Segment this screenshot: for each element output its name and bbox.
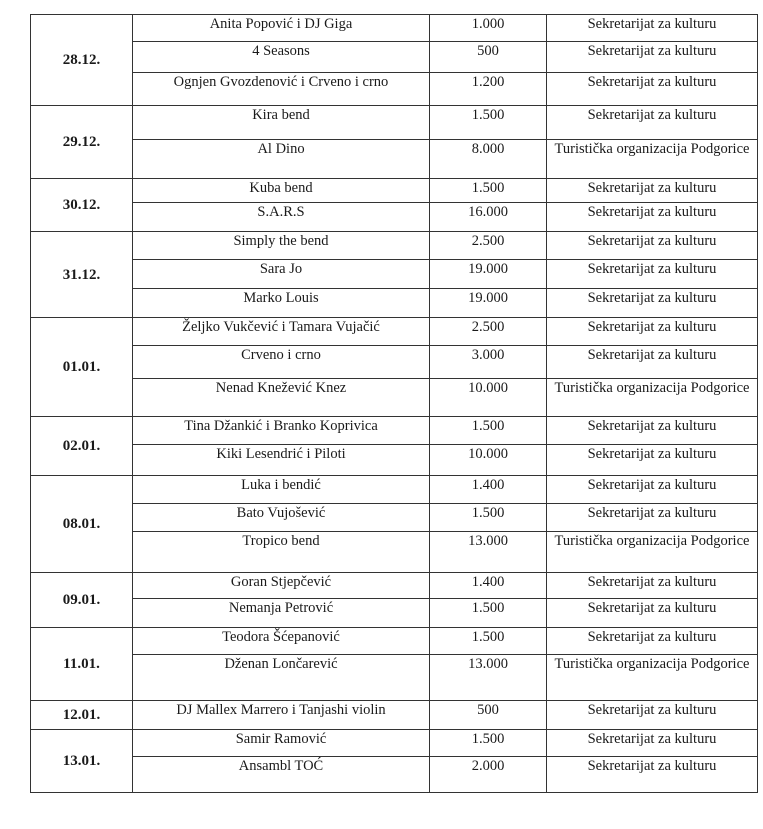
table-row <box>31 599 758 628</box>
table-row <box>31 73 758 106</box>
source-cell: Sekretarijat za kulturu <box>547 318 758 346</box>
performer-cell: Samir Ramović <box>133 730 430 757</box>
source-cell: Sekretarijat za kulturu <box>547 757 758 793</box>
table-row <box>31 232 758 260</box>
date-cell: 01.01. <box>31 318 133 417</box>
table-row <box>31 106 758 140</box>
performer-cell: Tropico bend <box>133 532 430 573</box>
amount-cell: 10.000 <box>430 445 547 476</box>
source-cell: Sekretarijat za kulturu <box>547 701 758 730</box>
table-row <box>31 417 758 445</box>
performer-cell: Nenad Knežević Knez <box>133 379 430 417</box>
table-row <box>31 655 758 701</box>
source-cell: Sekretarijat za kulturu <box>547 417 758 445</box>
table-row <box>31 260 758 289</box>
table-row <box>31 140 758 179</box>
date-cell: 31.12. <box>31 232 133 318</box>
performer-cell: Ansambl TOĆ <box>133 757 430 793</box>
source-cell: Sekretarijat za kulturu <box>547 628 758 655</box>
amount-cell: 2.500 <box>430 318 547 346</box>
performer-cell: Kira bend <box>133 106 430 140</box>
date-cell: 28.12. <box>31 15 133 106</box>
source-cell: Sekretarijat za kulturu <box>547 504 758 532</box>
amount-cell: 1.200 <box>430 73 547 106</box>
schedule-table-body <box>31 15 758 793</box>
source-cell: Sekretarijat za kulturu <box>547 232 758 260</box>
source-cell: Turistička organizacija Podgorice <box>547 140 758 179</box>
source-cell: Sekretarijat za kulturu <box>547 346 758 379</box>
table-row <box>31 628 758 655</box>
performer-cell: Bato Vujošević <box>133 504 430 532</box>
schedule-document <box>30 14 757 793</box>
table-row <box>31 476 758 504</box>
performer-cell: Anita Popović i DJ Giga <box>133 15 430 42</box>
amount-cell: 1.500 <box>430 730 547 757</box>
source-cell: Sekretarijat za kulturu <box>547 476 758 504</box>
amount-cell: 1.400 <box>430 573 547 599</box>
source-cell: Turistička organizacija Podgorice <box>547 379 758 417</box>
date-cell: 13.01. <box>31 730 133 793</box>
amount-cell: 2.500 <box>430 232 547 260</box>
table-row <box>31 445 758 476</box>
source-cell: Turistička organizacija Podgorice <box>547 655 758 701</box>
date-cell: 12.01. <box>31 701 133 730</box>
table-row <box>31 203 758 232</box>
performer-cell: Goran Stjepčević <box>133 573 430 599</box>
performer-cell: Željko Vukčević i Tamara Vujačić <box>133 318 430 346</box>
source-cell: Sekretarijat za kulturu <box>547 730 758 757</box>
amount-cell: 13.000 <box>430 655 547 701</box>
table-row <box>31 532 758 573</box>
amount-cell: 2.000 <box>430 757 547 793</box>
performer-cell: Sara Jo <box>133 260 430 289</box>
source-cell: Sekretarijat za kulturu <box>547 260 758 289</box>
amount-cell: 3.000 <box>430 346 547 379</box>
performer-cell: Marko Louis <box>133 289 430 318</box>
amount-cell: 1.500 <box>430 599 547 628</box>
source-cell: Sekretarijat za kulturu <box>547 73 758 106</box>
amount-cell: 1.400 <box>430 476 547 504</box>
amount-cell: 500 <box>430 701 547 730</box>
amount-cell: 1.500 <box>430 628 547 655</box>
amount-cell: 1.500 <box>430 179 547 203</box>
performer-cell: 4 Seasons <box>133 42 430 73</box>
source-cell: Sekretarijat za kulturu <box>547 573 758 599</box>
source-cell: Sekretarijat za kulturu <box>547 42 758 73</box>
table-row <box>31 730 758 757</box>
performer-cell: Ognjen Gvozdenović i Crveno i crno <box>133 73 430 106</box>
table-row <box>31 318 758 346</box>
amount-cell: 19.000 <box>430 260 547 289</box>
date-cell: 08.01. <box>31 476 133 573</box>
performer-cell: Al Dino <box>133 140 430 179</box>
table-row <box>31 42 758 73</box>
schedule-table <box>30 14 758 793</box>
amount-cell: 500 <box>430 42 547 73</box>
amount-cell: 1.500 <box>430 417 547 445</box>
table-row <box>31 289 758 318</box>
performer-cell: DJ Mallex Marrero i Tanjashi violin <box>133 701 430 730</box>
amount-cell: 19.000 <box>430 289 547 318</box>
performer-cell: Dženan Lončarević <box>133 655 430 701</box>
table-row <box>31 701 758 730</box>
table-row <box>31 379 758 417</box>
performer-cell: Nemanja Petrović <box>133 599 430 628</box>
date-cell: 09.01. <box>31 573 133 628</box>
performer-cell: Simply the bend <box>133 232 430 260</box>
performer-cell: Kuba bend <box>133 179 430 203</box>
source-cell: Sekretarijat za kulturu <box>547 15 758 42</box>
date-cell: 29.12. <box>31 106 133 179</box>
table-row <box>31 757 758 793</box>
performer-cell: Kiki Lesendrić i Piloti <box>133 445 430 476</box>
amount-cell: 1.500 <box>430 504 547 532</box>
amount-cell: 1.500 <box>430 106 547 140</box>
date-cell: 30.12. <box>31 179 133 232</box>
source-cell: Sekretarijat za kulturu <box>547 445 758 476</box>
amount-cell: 10.000 <box>430 379 547 417</box>
source-cell: Sekretarijat za kulturu <box>547 203 758 232</box>
table-row <box>31 179 758 203</box>
performer-cell: Teodora Šćepanović <box>133 628 430 655</box>
table-row <box>31 346 758 379</box>
amount-cell: 16.000 <box>430 203 547 232</box>
table-row <box>31 573 758 599</box>
table-row <box>31 15 758 42</box>
date-cell: 11.01. <box>31 628 133 701</box>
amount-cell: 8.000 <box>430 140 547 179</box>
table-row <box>31 504 758 532</box>
source-cell: Sekretarijat za kulturu <box>547 179 758 203</box>
source-cell: Sekretarijat za kulturu <box>547 599 758 628</box>
performer-cell: Tina Džankić i Branko Koprivica <box>133 417 430 445</box>
source-cell: Turistička organizacija Podgorice <box>547 532 758 573</box>
amount-cell: 1.000 <box>430 15 547 42</box>
performer-cell: Crveno i crno <box>133 346 430 379</box>
performer-cell: S.A.R.S <box>133 203 430 232</box>
date-cell: 02.01. <box>31 417 133 476</box>
performer-cell: Luka i bendić <box>133 476 430 504</box>
amount-cell: 13.000 <box>430 532 547 573</box>
source-cell: Sekretarijat za kulturu <box>547 289 758 318</box>
source-cell: Sekretarijat za kulturu <box>547 106 758 140</box>
